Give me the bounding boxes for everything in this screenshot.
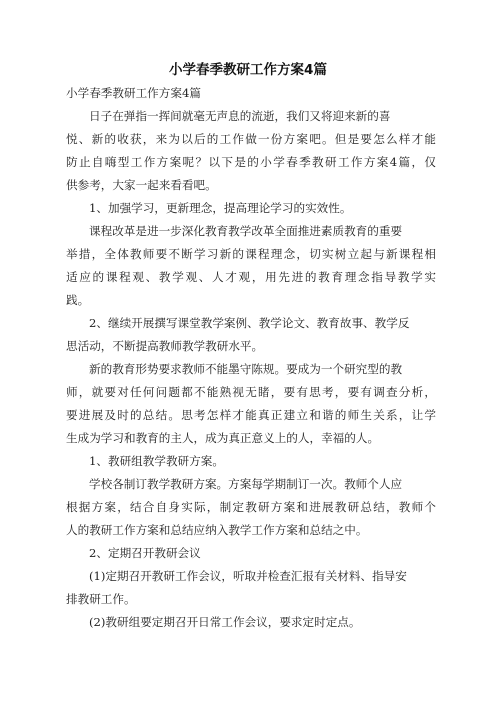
paragraph-line: 新的教育形势要求教师不能墨守陈规。要成为一个研究型的教: [89, 362, 403, 376]
paragraph-line: 课程改革是进一步深化教育教学改革全面推进素质教育的重要: [89, 224, 403, 238]
paragraph-line: 思活动，不断提高教师教学教研水平。: [66, 339, 264, 353]
section-heading: 1、加强学习，更新理念，提高理论学习的实效性。: [89, 201, 352, 215]
paragraph-line: 生成为学习和教育的主人，成为真正意义上的人，幸福的人。: [66, 431, 380, 445]
paragraph-line: 防止自嗨型工作方案呢？以下是的小学春季教研工作方案4篇，仅: [66, 155, 436, 169]
paragraph-line: 排教研工作。: [66, 592, 136, 606]
paragraph-line: 举措，全体教师要不断学习新的课程理念，切实树立起与新课程相: [66, 247, 436, 261]
paragraph-line: 要进展及时的总结。思考怎样才能真正建立和谐的师生关系，让学: [66, 408, 436, 422]
paragraph-line: (2)教研组要定期召开日常工作会议，要求定时定点。: [89, 615, 361, 629]
paragraph-line: 师，就要对任何问题都不能熟视无睹，要有思考，要有调查分析，: [66, 385, 436, 399]
paragraph-line: (1)定期召开教研工作会议，听取并检查汇报有关材料、指导安: [89, 569, 407, 583]
section-heading: 1、教研组教学教研方案。: [89, 454, 224, 468]
section-heading: 2、继续开展撰写课堂教学案例、教学论文、教育故事、教学反: [89, 316, 410, 330]
paragraph-line: 供参考，大家一起来看看吧。: [66, 178, 217, 192]
paragraph-line: 践。: [66, 293, 90, 307]
paragraph-line: 学校各制订教学教研方案。方案每学期制订一次。教师个人应: [89, 477, 403, 491]
paragraph-line: 人的教研工作方案和总结应纳入教学工作方案和总结之中。: [66, 523, 368, 537]
subtitle-line: 小学春季教研工作方案4篇: [66, 86, 201, 100]
paragraph-line: 日子在弹指一挥间就毫无声息的流逝，我们又将迎来新的喜: [89, 109, 391, 123]
section-heading: 2、定期召开教研会议: [89, 546, 201, 560]
paragraph-line: 悦、新的收获，来为以后的工作做一份方案吧。但是要怎么样才能: [66, 132, 436, 146]
document-title: 小学春季教研工作方案4篇: [169, 62, 327, 78]
paragraph-line: 根据方案，结合自身实际，制定教研方案和进展教研总结，教师个: [66, 500, 436, 514]
paragraph-line: 适应的课程观、教学观、人才观，用先进的教育理念指导教学实: [66, 270, 436, 284]
